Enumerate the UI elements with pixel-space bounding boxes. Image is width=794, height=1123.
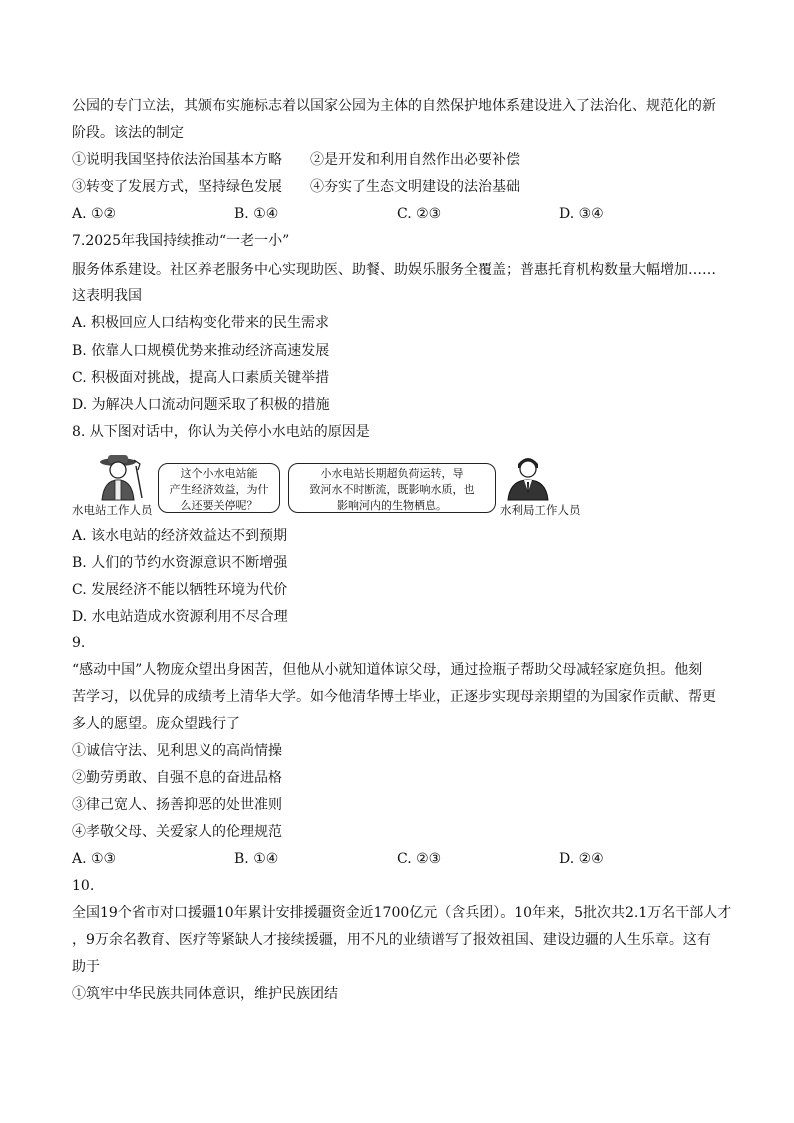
- q6-option-c: C. ②③: [397, 206, 442, 222]
- q7-option-c: C. 积极面对挑战，提高人口素质关键举措: [72, 370, 330, 386]
- q8-option-b: B. 人们的节约水资源意识不断增强: [72, 555, 288, 571]
- q7-option-d: D. 为解决人口流动问题采取了积极的措施: [72, 397, 330, 413]
- q7-stem-line-2: 服务体系建设。社区养老服务中心实现助医、助餐、助娱乐服务全覆盖；普惠托育机构数量大幅增加……: [72, 262, 716, 278]
- q6-option-d: D. ③④: [559, 206, 604, 222]
- q6-stem-line-1: 公园的专门立法，其颁布实施标志着以国家公园为主体的自然保护地体系建设进入了法治化、规范化的新: [72, 98, 716, 114]
- left-bubble-line-3: 么还要关停呢？: [180, 499, 258, 512]
- official-worker-icon: [504, 452, 552, 502]
- q9-stem-line-2: 苦学习，以优异的成绩考上清华大学。如今他清华博士毕业，正逐步实现母亲期望的为国家作贡献、帮更: [72, 689, 716, 705]
- q9-item-3: ③律己宽人、扬善抑恶的处世准则: [72, 797, 282, 813]
- q7-stem-line-1: 7.2025年我国持续推动“一老一小”: [72, 233, 290, 249]
- left-caption: 水电站工作人员: [72, 503, 153, 517]
- q10-number: 10.: [72, 878, 95, 894]
- right-bubble-line-1: 小水电站长期超负荷运转，导: [320, 467, 464, 480]
- q9-option-c: C. ②③: [397, 851, 442, 867]
- q8-option-c: C. 发展经济不能以牺牲环境为代价: [72, 582, 288, 598]
- q8-stem: 8. 从下图对话中，你认为关停小水电站的原因是: [72, 424, 370, 440]
- q6-item-3: ③转变了发展方式，坚持绿色发展: [72, 179, 282, 195]
- q7-stem-line-3: 这表明我国: [72, 288, 142, 304]
- q8-option-d: D. 水电站造成水资源利用不尽合理: [72, 609, 288, 625]
- q9-number: 9.: [72, 635, 86, 651]
- q9-option-b: B. ①④: [234, 851, 279, 867]
- left-bubble-line-2: 产生经济效益，为什: [169, 483, 269, 496]
- q6-item-1: ①说明我国坚持依法治国基本方略: [72, 152, 282, 168]
- farmer-worker-icon: [96, 452, 146, 502]
- q9-item-1: ①诚信守法、见利思义的高尚情操: [72, 743, 282, 759]
- q10-stem-line-2: ，9万余名教育、医疗等紧缺人才接续援疆，用不凡的业绩谱写了报效祖国、建设边疆的人生乐章。这有: [72, 932, 711, 948]
- right-bubble-line-2: 致河水不时断流，既影响水质，也: [309, 483, 475, 496]
- q9-item-2: ②勤劳勇敢、自强不息的奋进品格: [72, 770, 282, 786]
- q6-option-b: B. ①④: [234, 206, 279, 222]
- right-caption: 水利局工作人员: [500, 503, 581, 517]
- q10-item-1: ①筑牢中华民族共同体意识，维护民族团结: [72, 986, 338, 1002]
- q6-item-2: ②是开发和利用自然作出必要补偿: [310, 152, 520, 168]
- q9-stem-line-3: 多人的愿望。庞众望践行了: [72, 716, 240, 732]
- q10-stem-line-1: 全国19个省市对口援疆10年累计安排援疆资金近1700亿元（含兵团）。10年来，5批次共2.1万名干部人才: [72, 905, 732, 921]
- left-speech-bubble: [158, 463, 280, 513]
- q9-option-d: D. ②④: [559, 851, 604, 867]
- q7-option-b: B. 依靠人口规模优势来推动经济高速发展: [72, 343, 330, 359]
- right-speech-bubble: [288, 463, 496, 513]
- q8-option-a: A. 该水电站的经济效益达不到预期: [72, 528, 288, 544]
- q10-stem-line-3: 助于: [72, 959, 100, 975]
- q9-option-a: A. ①③: [72, 851, 117, 867]
- q7-option-a: A. 积极回应人口结构变化带来的民生需求: [72, 315, 330, 331]
- q9-item-4: ④孝敬父母、关爱家人的伦理规范: [72, 824, 282, 840]
- q6-stem-line-2: 阶段。该法的制定: [72, 125, 184, 141]
- q6-item-4: ④夯实了生态文明建设的法治基础: [310, 179, 520, 195]
- right-bubble-line-3: 影响河内的生物栖息。: [337, 499, 447, 512]
- q6-option-a: A. ①②: [72, 206, 117, 222]
- q9-stem-line-1: “感动中国”人物庞众望出身困苦，但他从小就知道体谅父母，通过捡瓶子帮助父母减轻家庭负担。他刻: [72, 662, 703, 678]
- left-bubble-line-1: 这个小水电站能: [180, 467, 258, 480]
